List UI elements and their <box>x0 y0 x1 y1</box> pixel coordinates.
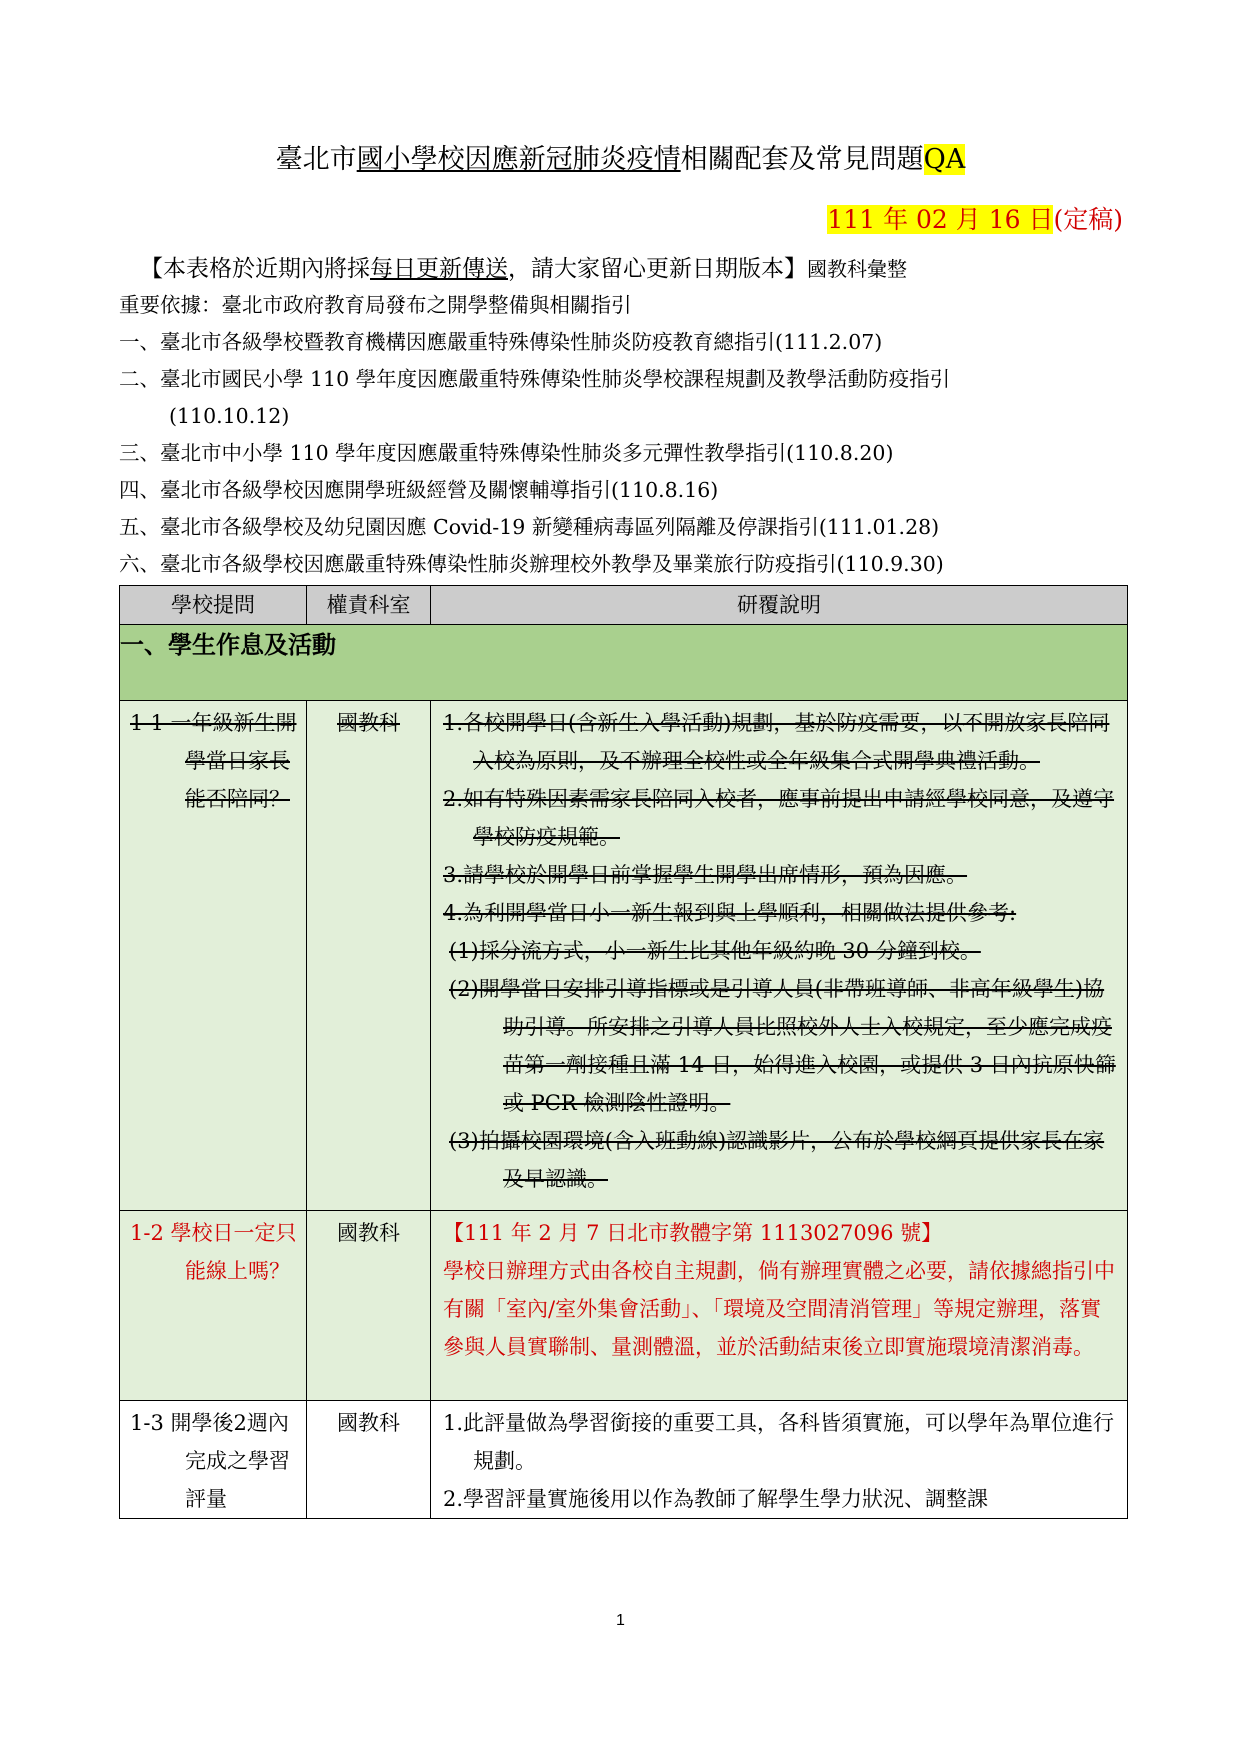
header-question: 學校提問 <box>120 586 307 625</box>
page-number: 1 <box>616 1612 625 1629</box>
question-label: 1-3 開學後2週內完成之學習評量 <box>130 1411 290 1511</box>
table-row <box>120 1211 1128 1401</box>
answer-paragraph: 4.為利開學當日小一新生報到與上學順利，相關做法提供參考: <box>443 901 1017 925</box>
answer-cell <box>431 701 1128 1211</box>
dept-cell <box>307 701 431 1211</box>
table-row <box>120 1401 1128 1519</box>
date-highlight: 111 年 02 月 16 日 <box>827 205 1054 234</box>
title-middle: 相關配套及常見問題 <box>680 144 924 175</box>
question-text <box>120 1401 306 1518</box>
question-label: 1-2 學校日一定只能線上嗎？ <box>130 1221 297 1283</box>
dept-cell <box>307 1401 431 1519</box>
answer-cell <box>431 1401 1128 1519</box>
qa-table <box>119 585 1128 1519</box>
notice-compiler: 國教科彙整 <box>807 257 907 281</box>
answer-paragraph: 1.此評量做為學習銜接的重要工具，各科皆須實施，可以學年為單位進行規劃。 <box>443 1411 1115 1473</box>
answer-text <box>431 1211 1127 1366</box>
answer-text <box>431 701 1127 1198</box>
reference-list <box>119 287 1129 583</box>
answer-text <box>431 1401 1127 1518</box>
reference-item-continued: (110.10.12) <box>169 404 290 428</box>
answer-paragraph: 2.學習評量實施後用以作為教師了解學生學力狀況、調整課 <box>443 1487 989 1511</box>
answer-cell <box>431 1211 1128 1401</box>
reference-item: 六、臺北市各級學校因應嚴重特殊傳染性肺炎辦理校外教學及畢業旅行防疫指引(110.9.30) <box>119 552 944 576</box>
reference-item: 一、臺北市各級學校暨教育機構因應嚴重特殊傳染性肺炎防疫教育總指引(111.2.07) <box>119 330 883 354</box>
dept-text: 國教科 <box>337 1221 400 1245</box>
question-cell <box>120 701 307 1211</box>
notice-text-start: 【本表格於近期內將採 <box>140 256 370 282</box>
answer-paragraph: 3.請學校於開學日前掌握學生開學出席情形，預為因應。 <box>443 863 968 887</box>
update-notice <box>140 252 907 286</box>
reference-item: 三、臺北市中小學 110 學年度因應嚴重特殊傳染性肺炎多元彈性教學指引(110.8.20) <box>119 441 894 465</box>
dept-cell <box>307 1211 431 1401</box>
dept-text: 國教科 <box>337 1411 400 1435</box>
question-text <box>120 701 306 818</box>
reference-item: 四、臺北市各級學校因應開學班級經營及關懷輔導指引(110.8.16) <box>119 478 719 502</box>
section-title: 一、學生作息及活動 <box>120 625 1128 701</box>
question-label: 1-1 一年級新生開學當日家長能否陪同？ <box>130 711 297 811</box>
title-prefix: 臺北市 <box>275 144 357 175</box>
notice-underlined: 每日更新傳送 <box>370 256 508 282</box>
reference-item: 五、臺北市各級學校及幼兒園因應 Covid-19 新變種病毒區列隔離及停課指引(111.01.28) <box>119 515 940 539</box>
header-department: 權責科室 <box>307 586 431 625</box>
answer-subitem: (1)採分流方式，小一新生比其他年級約晚 30 分鐘到校。 <box>449 939 981 963</box>
question-text <box>120 1211 306 1290</box>
answer-subitem: (2)開學當日安排引導指標或是引導人員(非帶班導師、非高年級學生)協助引導。所安排之引導人員比照校外人士入校規定，至少應完成疫苗第一劑接種且滿 14 日，始得進入校園，或提供 3 日內抗原快篩或 PCR 檢測陰性證明。 <box>449 977 1116 1115</box>
title-underlined: 國小學校因應新冠肺炎疫情 <box>356 144 681 175</box>
header-answer: 研覆說明 <box>431 586 1128 625</box>
table-header-row <box>120 586 1128 625</box>
reference-item: 二、臺北市國民小學 110 學年度因應嚴重特殊傳染性肺炎學校課程規劃及教學活動防疫指引 <box>119 367 951 391</box>
table-row <box>120 701 1128 1211</box>
question-cell <box>120 1401 307 1519</box>
answer-reference-number: 【111 年 2 月 7 日北市教體字第 1113027096 號】 <box>443 1221 943 1245</box>
document-title <box>0 140 1241 180</box>
document-date <box>827 202 1123 238</box>
notice-text-end: ，請大家留心更新日期版本】 <box>508 256 807 282</box>
answer-paragraph: 學校日辦理方式由各校自主規劃，倘有辦理實體之必要，請依據總指引中有關「室內/室外集會活動」、「環境及空間清消管理」等規定辦理，落實參與人員實聯制、量測體溫，並於活動結束後立即實施環境清潔消毒。 <box>443 1259 1115 1359</box>
answer-subitem: (3)拍攝校園環境(含入班動線)認識影片，公布於學校網頁提供家長在家及早認識。 <box>449 1129 1105 1191</box>
title-qa-highlight: QA <box>923 144 966 175</box>
question-cell <box>120 1211 307 1401</box>
reference-intro: 重要依據：臺北市政府教育局發布之開學整備與相關指引 <box>119 293 632 317</box>
date-status: (定稿) <box>1053 205 1123 234</box>
answer-paragraph: 1.各校開學日(含新生入學活動)規劃，基於防疫需要，以不開放家長陪同入校為原則，及不辦理全校性或全年級集合式開學典禮活動。 <box>443 711 1110 773</box>
dept-text: 國教科 <box>337 711 400 735</box>
answer-paragraph: 2.如有特殊因素需家長陪同入校者，應事前提出申請經學校同意，及遵守學校防疫規範。 <box>443 787 1115 849</box>
section-row <box>120 625 1128 701</box>
